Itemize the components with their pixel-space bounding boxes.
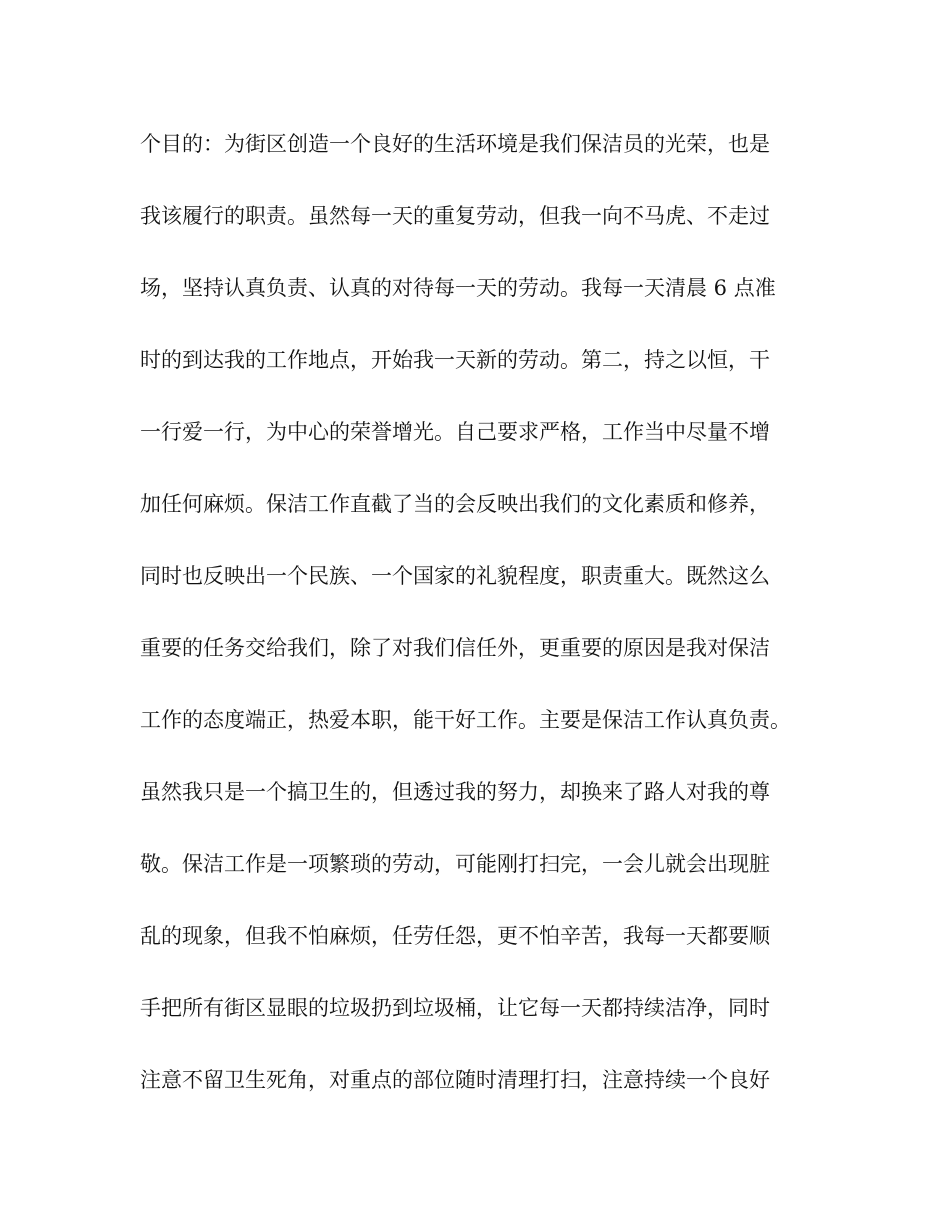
- body-text: [140, 122, 820, 1130]
- text-line: 手把所有街区显眼的垃圾扔到垃圾桶，让它每一天都持续洁净，同时: [140, 996, 770, 1020]
- text-line: 注意不留卫生死角，对重点的部位随时清理打扫，注意持续一个良好: [140, 1068, 770, 1092]
- text-line: 乱的现象，但我不怕麻烦，任劳任怨，更不怕辛苦，我每一天都要顺: [140, 924, 770, 948]
- text-line: 同时也反映出一个民族、一个国家的礼貌程度，职责重大。既然这么: [140, 564, 770, 588]
- text-line: 个目的：为街区创造一个良好的生活环境是我们保洁员的光荣，也是: [140, 132, 770, 156]
- text-line: 时的到达我的工作地点，开始我一天新的劳动。第二，持之以恒，干: [140, 348, 770, 372]
- text-line: 加任何麻烦。保洁工作直截了当的会反映出我们的文化素质和修养，: [140, 492, 770, 516]
- text-line: 敬。保洁工作是一项繁琐的劳动，可能刚打扫完，一会儿就会出现脏: [140, 852, 770, 876]
- text-line: 我该履行的职责。虽然每一天的重复劳动，但我一向不马虎、不走过: [140, 204, 770, 228]
- text-line: 工作的态度端正，热爱本职，能干好工作。主要是保洁工作认真负责。: [140, 708, 791, 732]
- text-line: 虽然我只是一个搞卫生的，但透过我的努力，却换来了路人对我的尊: [140, 780, 770, 804]
- text-line: 场，坚持认真负责、认真的对待每一天的劳动。我每一天清晨 6 点准: [140, 276, 776, 300]
- text-line: 一行爱一行，为中心的荣誉增光。自己要求严格，工作当中尽量不增: [140, 420, 770, 444]
- text-line: 重要的任务交给我们，除了对我们信任外，更重要的原因是我对保洁: [140, 636, 770, 660]
